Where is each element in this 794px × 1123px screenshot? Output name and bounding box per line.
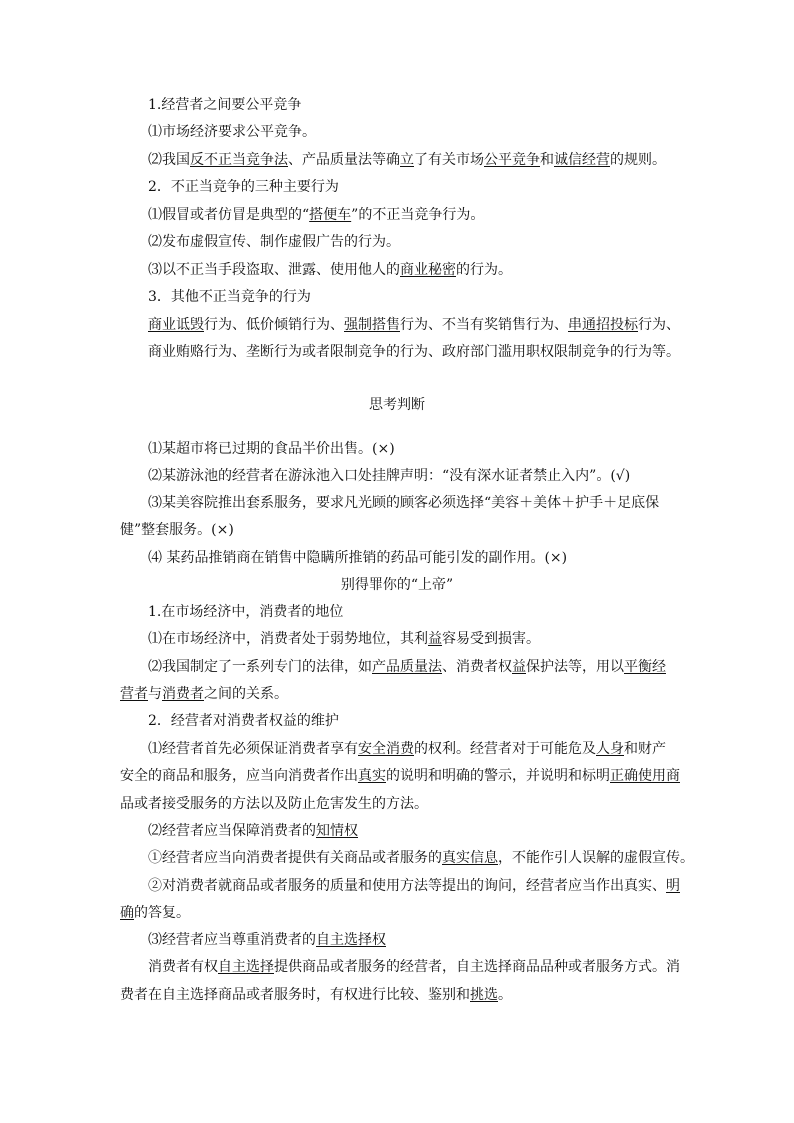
para-safety-line2: 安全的商品和服务，应当向消费者作出真实的说明和明确的警示，并说明和标明正确使用商 (120, 768, 680, 784)
heading-three-behaviors: 2．不正当竞争的三种主要行为 (148, 179, 339, 195)
para-choice-line1: 消费者有权自主选择提供商品或者服务的经营者，自主选择商品品种或者服务方式。消 (148, 959, 680, 975)
para-market-fair: ⑴市场经济要求公平竞争。 (148, 124, 316, 140)
section-title-consumer: 别得罪你的“上帝” (340, 577, 454, 593)
para-safety-line3: 品或者接受服务的方法以及防止危害发生的方法。 (120, 796, 428, 812)
judge-q3-line1: ⑶某美容院推出套系服务，要求凡光顾的顾客必须选择“美容＋美体＋护手＋足底保 (148, 495, 660, 511)
para-inquiry-line1: ②对消费者就商品或者服务的质量和使用方法等提出的询问，经营者应当作出真实、明 (148, 878, 680, 894)
heading-right-to-know: ⑵经营者应当保障消费者的知情权 (148, 823, 358, 839)
para-counterfeit: ⑴假冒或者仿冒是典型的“搭便车”的不正当竞争行为。 (148, 207, 485, 223)
para-laws-line1: ⑵我国制定了一系列专门的法律，如产品质量法、消费者权益保护法等，用以平衡经 (148, 659, 666, 675)
para-weak-position: ⑴在市场经济中，消费者处于弱势地位，其利益容易受到损害。 (148, 631, 540, 647)
section-title-judge: 思考判断 (369, 397, 425, 413)
heading-free-choice: ⑶经营者应当尊重消费者的自主选择权 (148, 932, 386, 948)
para-true-info: ①经营者应当向消费者提供有关商品或者服务的真实信息，不能作引人误解的虚假宣传。 (148, 850, 694, 866)
judge-q2: ⑵某游泳池的经营者在游泳池入口处挂牌声明：“没有深水证者禁止入内”。(√) (148, 468, 631, 484)
judge-q3-line2: 健”整套服务。(×) (120, 522, 234, 538)
heading-fair-competition: 1.经营者之间要公平竞争 (148, 97, 302, 113)
heading-other-behaviors: 3．其他不正当竞争的行为 (148, 289, 311, 305)
para-trade-secrets: ⑶以不正当手段盗取、泄露、使用他人的商业秘密的行为。 (148, 262, 512, 278)
para-safety-line1: ⑴经营者首先必须保证消费者享有安全消费的权利。经营者对于可能危及人身和财产 (148, 741, 666, 757)
heading-consumer-status: 1.在市场经济中，消费者的地位 (148, 604, 344, 620)
heading-maintain-rights: 2．经营者对消费者权益的维护 (148, 713, 339, 729)
para-laws-line2: 营者与消费者之间的关系。 (120, 686, 288, 702)
para-choice-line2: 费者在自主选择商品或者服务时，有权进行比较、鉴别和挑选。 (120, 987, 512, 1003)
para-other-2: 商业贿赂行为、垄断行为或者限制竞争的行为、政府部门滥用职权限制竞争的行为等。 (148, 344, 680, 360)
para-other-1: 商业诋毁行为、低价倾销行为、强制搭售行为、不当有奖销售行为、串通招投标行为、 (148, 317, 680, 333)
judge-q4: ⑷ 某药品推销商在销售中隐瞒所推销的药品可能引发的副作用。(×) (148, 550, 568, 566)
para-false-ads: ⑵发布虚假宣传、制作虚假广告的行为。 (148, 234, 400, 250)
judge-q1: ⑴某超市将已过期的食品半价出售。(×) (148, 441, 395, 457)
para-laws: ⑵我国反不正当竞争法、产品质量法等确立了有关市场公平竞争和诚信经营的规则。 (148, 152, 666, 168)
para-inquiry-line2: 确的答复。 (120, 905, 190, 921)
